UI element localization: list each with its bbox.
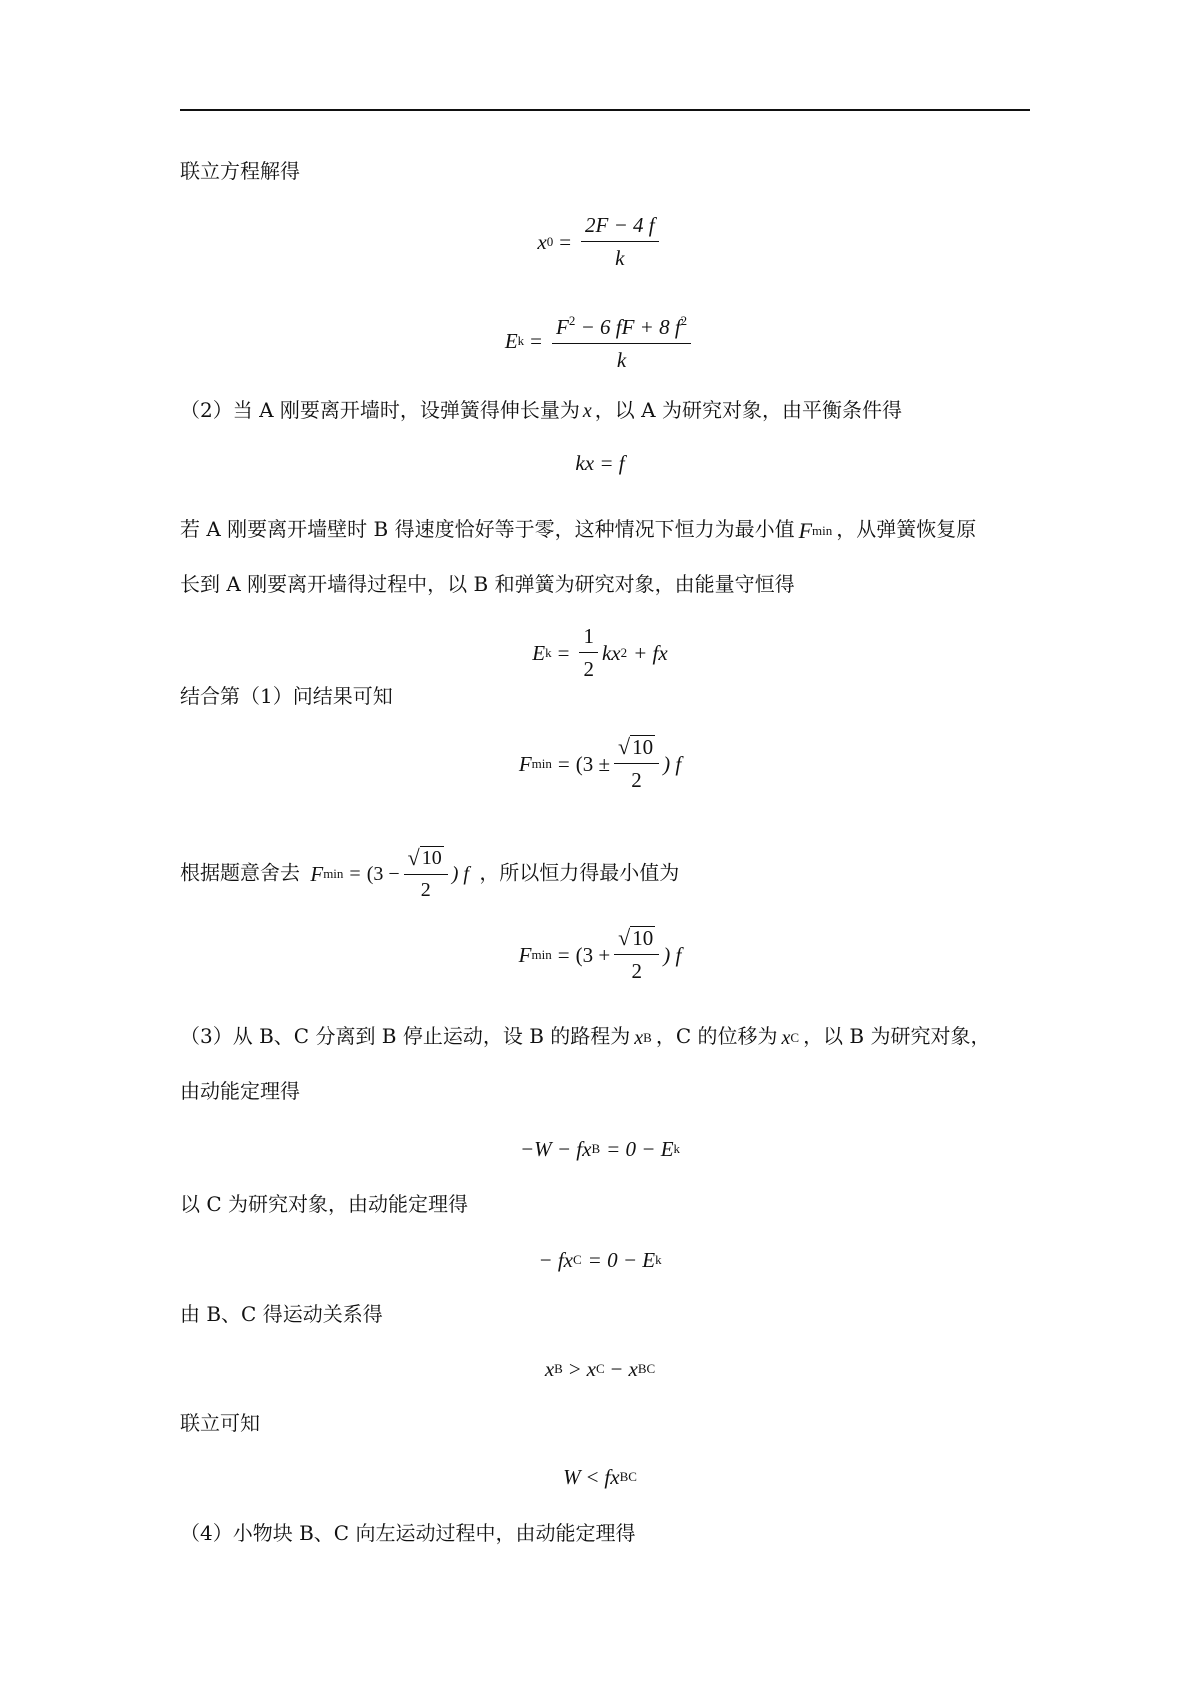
fraction-half: $\frac{1}{2}$ [579,623,598,682]
sub-0: 0 [546,233,554,249]
symbol-E: E [504,328,518,353]
paragraph-5: 结合第（1）问结果可知 [180,684,393,708]
paragraph-4: 长到 A 刚要离开墙得过程中，以 B 和弹簧为研究对象，由能量守恒得 [180,572,795,596]
numerator: $F^2 - 6$ fF + 8 $f^2$ [552,308,691,344]
numerator: 2F − 4 f [581,212,659,242]
paragraph-11: 联立可知 [180,1411,260,1435]
paragraph-6: 根据题意舍去 F min = (3 − √ 10 2 ) f ，所以恒力得最小值为 [180,845,680,901]
paragraph-1: 联立方程解得 [180,159,300,183]
paragraph-2: （2）当 A 刚要离开墙时，设弹簧得伸长量为 x ，以 A 为研究对象，由平衡条件得 [180,398,902,422]
equation-motion: x B > x C − x BC [544,1357,656,1381]
fraction-x0 [581,212,659,271]
header-rule [180,109,1030,111]
equation-ek-1 [0,308,1200,373]
equation-work-c: − fx C = 0 − E k [538,1248,662,1272]
equation-work-b: −W − fx B = 0 − E k [519,1137,681,1161]
equation-x0 [0,212,1200,271]
equals: = [559,229,572,254]
symbol-x: x [537,229,547,254]
equation-ek-2: E k = $\frac{1}{2}$ k x 2 + fx [532,624,668,681]
sub-k: k [517,332,525,348]
paragraph-10: 由 B、C 得运动关系得 [180,1302,383,1326]
equation-kx-f: kx = f [575,451,625,475]
equation-w-lt: W < f x BC [563,1465,637,1489]
paragraph-8: 由动能定理得 [180,1079,300,1103]
denominator: k [616,348,627,372]
fraction-ek [552,308,691,373]
denominator: k [615,246,625,270]
equation-fmin-plus: F min = (3 + √ 10 2 ) f [518,925,682,983]
equation-fmin-pm: F min = (3 ± √ 10 2 ) f [518,734,682,792]
paragraph-7: （3）从 B、C 分离到 B 停止运动，设 B 的路程为 x B ，C 的位移为 x C ，以 B 为研究对象， [180,1024,991,1049]
paragraph-9: 以 C 为研究对象，由动能定理得 [180,1192,469,1216]
paragraph-3: 若 A 刚要离开墙壁时 B 得速度恰好等于零，这种情况下恒力为最小值 F min ，从弹簧恢复原 [180,517,977,543]
paragraph-12: （4）小物块 B、C 向左运动过程中，由动能定理得 [180,1521,636,1545]
fraction-sqrt10: √ 10 2 [614,734,659,793]
equals: = [530,328,542,353]
